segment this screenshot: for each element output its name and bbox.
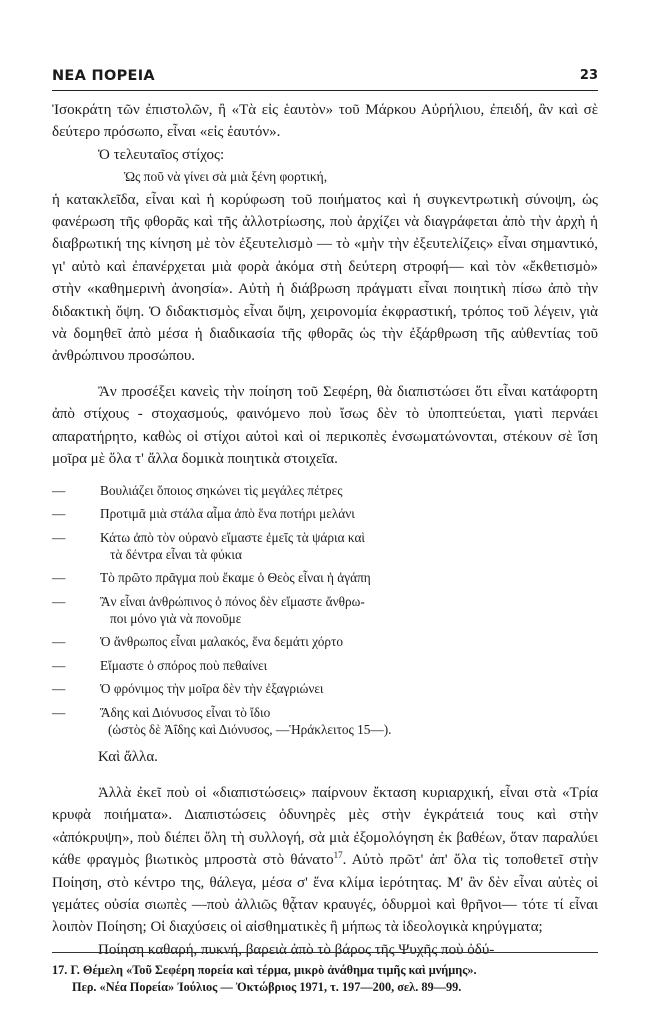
dash-marker: — [52,482,66,498]
dash-marker: — [52,570,66,585]
verse-line: Προτιμᾶ μιὰ στάλα αἷμα ἀπὸ ἕνα ποτήρι μελάνι [100,506,355,521]
header-rule [52,90,598,91]
paragraph: Ἂν προσέξει κανεὶς τὴν ποίηση τοῦ Σεφέρη, θὰ διαπιστώσει ὅτι εἶναι κατάφορτη ἀπὸ στίχους - στοχασμούς, φαινόμενο ποὺ ἴσως δὲν τὸ ὑποπτεύεται, γιατὶ περνάει απαρατήρητο, καθὼς οἱ στίχοι αὐτοὶ καὶ οἱ περικοπὲς ἐνσωματώνονται, στέκουν σὲ ἴση μοῖρα μὲ ὅλα τ' ἄλλα δομικὰ ποιητικὰ στοιχεῖα. [52,383,598,468]
verse-line: Ἂν εἶναι ἀνθρώπινος ὁ πόνος δὲν εἴμαστε ἄνθρω- [100,593,365,609]
verse-line: Ἅδης καὶ Διόνυσος εἶναι τὸ ἴδιο [100,704,271,720]
footnote-line: Περ. «Νέα Πορεία» Ἰούλιος — Ὀκτώβριος 1971, τ. 197—200, σελ. 89—99. [72,979,462,994]
verse-line: Ὁ φρόνιμος τὴν μοῖρα δὲν τὴν ἐξαγριώνει [100,681,324,696]
dash-marker: — [52,681,66,696]
page-number: 23 [579,68,598,83]
verse-continuation: τὰ δέντρα εἶναι τὰ φύκια [110,546,242,562]
verse-line: Εἴμαστε ὁ σπόρος ποὺ πεθαίνει [100,657,268,673]
footnote-line: 17. Γ. Θέμελη «Τοῦ Σεφέρη πορεία καὶ τέρμα, μικρὸ ἀνάθημα τιμῆς καὶ μνήμης». [52,963,477,977]
list-item [52,657,598,674]
footnote-rule [52,952,598,953]
paragraph-text: Ἀλλὰ ἐκεῖ ποὺ οἱ «διαπιστώσεις» παίρνουν ἔκταση κυριαρχική, εἶναι στὰ «Τρία κρυφὰ ποιήματα». Διαπιστώσεις ὀδυνηρὲς μὲς στὴν ἐγκράτειά τους καὶ στὴν «ἀπόκρυψη», ποὺ διέπει ὅλη τὴ συλλογή, σὰ μιὰ ἐξομολόγηση ἐκ βαθέων, ὅταν παραλύει κάθε φραγμὸς βιωτικὸς μπροστὰ στὸ θάνατο [52,784,598,869]
list-item [52,482,598,499]
paragraph-intro: Ὁ τελευταῖος στίχος: [98,146,225,163]
dash-marker: — [52,704,66,720]
dash-marker: — [52,529,66,545]
quoted-verse: Ὡς ποῦ νὰ γίνει σὰ μιὰ ξένη φορτική, [124,169,328,185]
verse-continuation: ποι μόνο γιὰ νὰ πονοῦμε [110,610,242,626]
journal-title: ΝΕΑ ΠΟΡΕΙΑ [52,68,155,84]
verse-line: Ὁ ἄνθρωπος εἶναι μαλακός, ἕνα δεμάτι χόρτο [100,634,344,649]
paragraph [52,782,598,939]
dash-marker: — [52,593,66,609]
verse-source-note: (ὡστὸς δὲ Ἀΐδης καὶ Διόνυσος, —Ἡράκλειτος 15—). [108,721,392,737]
list-item [52,704,598,738]
paragraph: ἡ κατακλεῖδα, εἶναι καὶ ἡ κορύφωση τοῦ ποιήματος καὶ ἡ συγκεντρωτικὴ σύνοψη, ὡς φανέρωση τῆς φθορᾶς καὶ τῆς ἀλλοτρίωσης, ποὺ ἀρχίζει νὰ διαγράφεται ἀπὸ τὴν ἀρχὴ ἡ διαβρωτική της κίνηση μὲ τὸν ἐξευτελισμὸ — τὸ «μὴν τὴν ἐξευτελίζεις» εἶναι σημαντικό, γι' αὐτὸ καὶ ἐπανέρχεται μιὰ φορὰ ἀκόμα στὴ δεύτερη στροφή— καὶ τὸν «ἔκθετισμὸ» στὴν «καθημερινὴ ἀνοησία». Αὐτὴ ἡ διάβρωση πράγματι εἶναι ποιητικὴ πίσω ἀπὸ τὴν διδακτικὴ ὄψη. Ὁ διδακτισμὸς εἶναι ὄψη, χειρονομία ἐκφραστική, τρόπος τοῦ λέγειν, γιὰ νὰ δομηθεῖ ἀπὸ μέσα ἡ διαδικασία τῆς φθορᾶς ὡς τὴν ἐξάρθρωση τῆς αὐθεντίας τοῦ ἀνθρώπινου προσώπου. [52,191,598,365]
footnote [52,962,598,995]
verse-line: Τὸ πρῶτο πρᾶγμα ποὺ ἔκαμε ὁ Θεὸς εἶναι ἡ ἀγάπη [100,570,371,585]
list-item [52,569,598,586]
paragraph: Ἰσοκράτη τῶν ἐπιστολῶν, ἢ «Τὰ εἰς ἑαυτὸν» τοῦ Μάρκου Αὐρήλιου, ἐπειδή, ἂν καὶ σὲ δεύτερο πρόσωπο, εἶναι «εἰς ἑαυτόν». [52,102,598,141]
dash-marker: — [52,506,66,521]
verse-line: Κάτω ἀπὸ τὸν οὐρανὸ εἴμαστε ἐμεῖς τὰ ψάρια καὶ [100,529,365,545]
paragraph: Ποίηση καθαρή, πυκνή, βαρειὰ ἀπὸ τὸ βάρος τῆς Ψυχῆς ποὺ ὀδύ- [98,941,495,958]
paragraph-text: . Αὐτὸ πρῶτ' ἀπ' ὅλα τὶς τοποθετεῖ στὴν Ποίηση, στὸ κέντρο της, θάλεγα, μέσα σ' ἕνα κλίμα ἱερότητας. Μ' ἂν δὲν εἶναι αὐτὲς οἱ γεμάτες οὐσία σιωπὲς —ποὺ ἀλλιῶς θᾆταν κραυγές, ὀδυρμοὶ καὶ θρῆνοι— τότε τί εἶναι λοιπὸν Ποίηση; Οἱ διαχύσεις οἱ αἰσθηματικὲς ἢ μήπως τὰ ἰδεολογικὰ κηρύγματα; [52,852,598,936]
list-item [52,505,598,522]
footnote-ref: 17 [333,850,343,861]
running-header [52,68,598,88]
dash-marker: — [52,634,66,649]
list-item [52,633,598,650]
article-body [52,99,598,961]
list-item [52,593,598,627]
list-item [52,529,598,563]
list-item [52,680,598,697]
dash-marker: — [52,657,66,673]
verse-list [52,482,598,738]
verse-line: Βουλιάζει ὅποιος σηκώνει τὶς μεγάλες πέτρες [100,482,343,498]
kai-alla: Καὶ ἄλλα. [98,748,158,765]
